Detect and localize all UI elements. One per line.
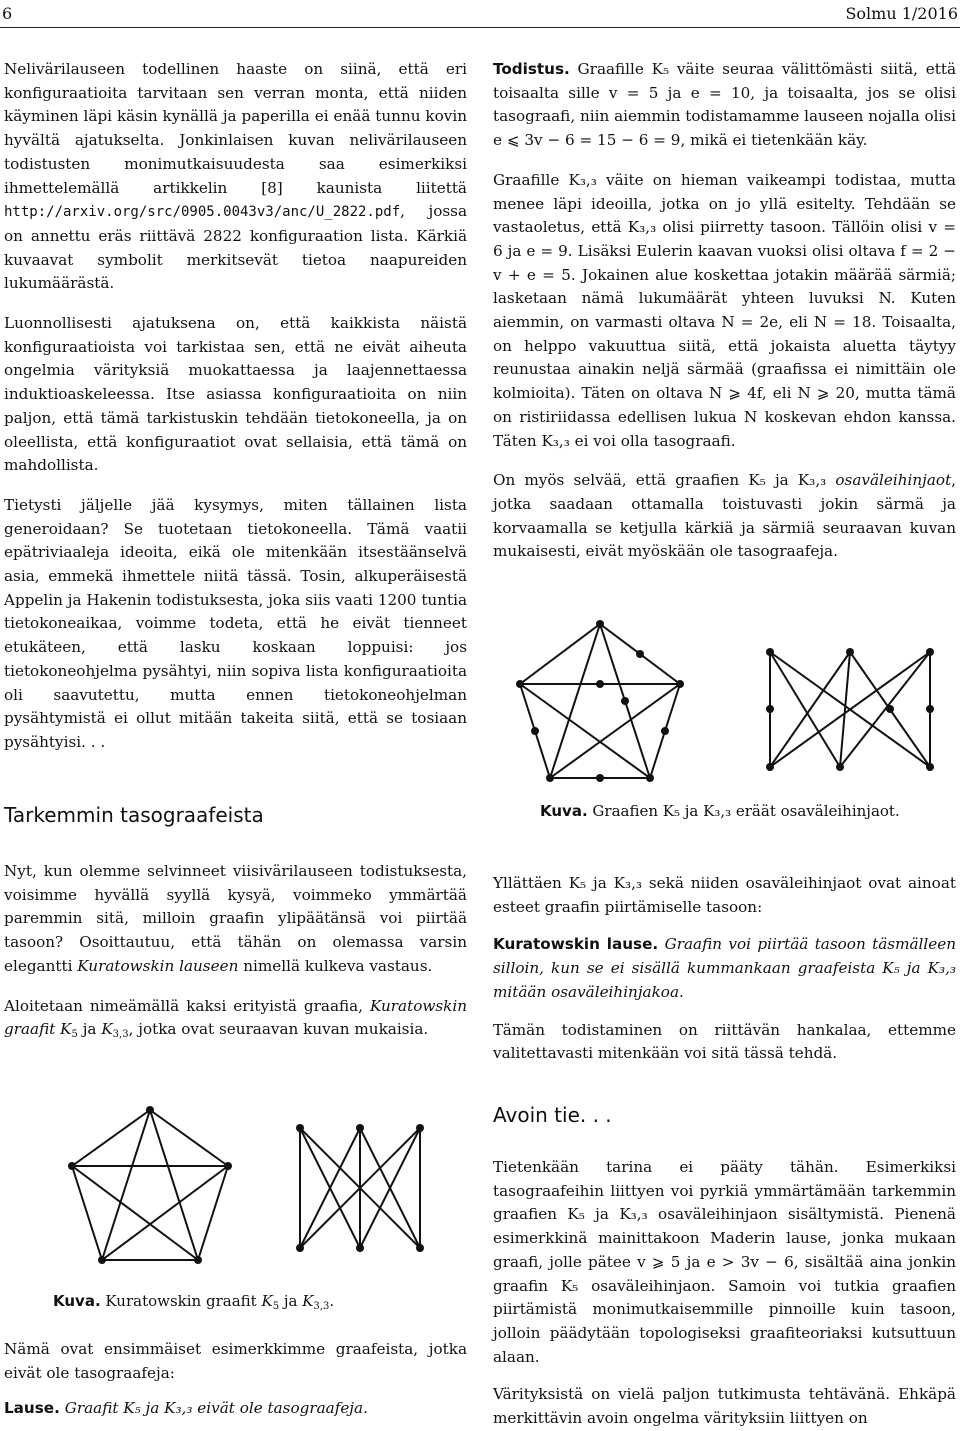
page-header — [0, 0, 960, 28]
left-column — [4, 58, 467, 755]
paragraph-kuratowski-intro: Nyt, kun olemme selvinneet viisivärilauseen todistuksesta, voisimme hyvällä syyllä kysyä, voimmeko ymmärtää paremmin sitä, milloin graafin ylipäätänsä voi piirtää tasoon? Osoittautuu, että tähän on olemassa varsin elegantti Kuratowskin lauseen nimellä kulkeva vastaus. — [4, 862, 467, 975]
paragraph-subdivisions: On myös selvää, että graafien K₅ ja K₃,₃ osaväleihinjaot, jotka saadaan ottamalla toistuvasti jokin särmä ja korvaamalla se ketjulla kärkiä ja särmiä seuraavan kuvan mukaisesti, eivät myöskään ole tasograafeja. — [493, 471, 956, 561]
right-column — [493, 58, 956, 564]
left-column-lower — [4, 860, 467, 1042]
section-title-planar: Tarkemmin tasograafeista — [4, 803, 264, 827]
figure-caption-2: Kuva. Graafien K₅ ja K₃,₃ eräät osaväleihinjaot. — [540, 802, 900, 820]
header-rule — [0, 27, 960, 28]
theorem-kuratowski: Kuratowskin lause. Graafin voi piirtää tasoon täsmälleen silloin, kun se ei sisällä kummankaan graafeista K₅ ja K₃,₃ mitään osaväleihinjakoa. — [493, 935, 956, 1001]
paragraph-generation: Tietysti jäljelle jää kysymys, miten tällainen lista generoidaan? Se tuotetaan tietokoneella. Tämä vaatii epätriviaaleja ideoita, eikä ole mitenkään itsestäänselvä asia, emmekä ihmettele niitä tässä. Tosin, alkuperäisestä Appelin ja Hakenin todistuksesta, joka siis vaati 1200 tuntia tietokoneaikaa, voimme todeta, että he eivät tienneet etukäteen, että lasku koskaan loppuisi: jos tietokoneohjelma pysähtyi, niin sopiva lista konfiguraatioita oli saavutettu, mutta ennen tietokoneohjelman pysähtymistä ei ollut mitään takeita siitä, että se tosiaan pysähtyisi. . . — [4, 495, 467, 751]
figure-kuratowski-graphs — [60, 1098, 470, 1278]
paragraph-obstructions: Yllättäen K₅ ja K₃,₃ sekä niiden osaväleihinjaot ovat ainoat esteet graafin piirtämiselle tasoon: — [493, 874, 956, 916]
right-column-lower — [493, 872, 956, 1066]
paragraph-further: Tietenkään tarina ei pääty tähän. Esimerkiksi tasograafeihin liittyen voi pyrkiä ymmärtämään tarkemmin graafien K₅ ja K₃,₃ osaväleihinjaon sisältymistä. Pienenä esimerkkinä mainittakoon Maderin lause, jonka mukaan graafi, jolle pätee v ⩾ 5 ja e > 3v − 6, sisältää aina jonkin graafin K₅ osaväleihinjaon. Samoin voi tutkia graafien piirtämistä monimutkaisemmille pinnoille kuin tasoon, jolloin päädytään topologiseksi graafiteoriaksi kutsuttuun alaan. — [493, 1158, 956, 1366]
left-column-bottom — [4, 1338, 467, 1421]
proof-k33: Graafille K₃,₃ väite on hieman vaikeampi todistaa, mutta menee läpi ideoilla, jotka on jo yllä esitelty. Tehdään se vastaoletus, että K₃,₃ olisi piirretty tasoon. Tällöin olisi v = 6 ja e = 9. Lisäksi Eulerin kaavan vuoksi olisi oltava f = 2 − v + e = 5. Jokainen alue koskettaa jotakin määrää särmiä; lasketaan nämä lukumäärät yhteen luvuksi N. Kuten aiemmin, on varmasti oltava N = 2e, eli N = 18. Toisaalta, on helppo vakuuttua siitä, että jokaista aluetta täytyy reunustaa ainakin neljä särmää (graafissa ei nimittäin ole kolmioita). Täten on oltava N ⩾ 4f, eli N ⩾ 20, mutta tämä on ristiriidassa edellisen lukua N koskevan ehdon kanssa. Täten K₃,₃ ei voi olla tasograafi. — [493, 170, 956, 450]
graph-k33 — [296, 1124, 424, 1252]
paragraph-examples: Nämä ovat ensimmäiset esimerkkimme graafeista, jotka eivät ole tasograafeja: — [4, 1340, 467, 1382]
paragraph-configurations: Luonnollisesti ajatuksena on, että kaikkista näistä konfiguraatioista voi tarkistaa sen, että ne eivät aiheuta ongelmia värityksiä muokattaessa ja laajennettaessa induktioaskeleessa. Itse asiassa konfiguraatioita on niin paljon, että tämä tarkistuskin tehdään tietokoneella, ja on oleellista, että konfiguraatiot ovat sellaisia, että tämä on mahdollista. — [4, 314, 467, 475]
paragraph-naming: Aloitetaan nimeämällä kaksi erityistä graafia, Kuratowskin graafit $K_5$ ja $K_{3,3}$, jotka ovat seuraavan kuvan mukaisia. — [4, 996, 467, 1041]
graph-k5-subdivision — [516, 620, 684, 782]
paragraph-colorings: Värityksistä on vielä paljon tutkimusta tehtävänä. Ehkäpä merkittävin avoin ongelma värityksiin liittyen on — [493, 1385, 956, 1428]
theorem-nonplanar: Lause. Graafit K₅ ja K₃,₃ eivät ole tasograafeja. — [4, 1399, 368, 1418]
graph-k33-subdivision — [766, 648, 934, 771]
journal-issue: Solmu 1/2016 — [845, 4, 958, 23]
section-title-open: Avoin tie. . . — [493, 1103, 612, 1127]
proof-k5: Todistus. Graafille K₅ väite seuraa välittömästi siitä, että toisaalta sille v = 5 ja e = 10, ja toisaalta, jos se olisi tasograafi, niin aiemmin todistamamme lauseen nojalla olisi e ⩽ 3v − 6 = 15 − 6 = 9, mikä ei tietenkään käy. — [493, 60, 957, 150]
page-number: 6 — [2, 4, 13, 23]
figure-subdivisions — [500, 612, 955, 792]
figure-caption-1: Kuva. Kuratowskin graafit $K_5$ ja $K_{3,3}$. — [53, 1292, 335, 1312]
appendix-link[interactable]: http://arxiv.org/src/0905.0043v3/anc/U_2822.pdf — [4, 204, 401, 221]
right-column-bottom — [493, 1156, 956, 1431]
graph-k5 — [68, 1106, 232, 1264]
paragraph-proof-omitted: Tämän todistaminen on riittävän hankalaa, ettemme valitettavasti mitenkään voi sitä tässä tehdä. — [493, 1020, 956, 1063]
paragraph-intro: Nelivärilauseen todellinen haaste on siinä, että eri konfiguraatioita tarvitaan sen verran monta, että niiden käyminen läpi käsin kynällä ja paperilla ei enää tunnu kovin hyvältä ajatukselta. Jonkinlaisen kuvan nelivärilauseen todistusten monimutkaisuudesta saa esimerkiksi ihmettelemällä artikkelin [8] kaunista liitettä http://arxiv.org/src/0905.0043v3/anc/U_2822.pdf, jossa on annettu eräs riittävä 2822 konfiguraation lista. Kärkiä kuvaavat symbolit merkitsevät tietoa naapureiden lukumäärästä. — [4, 60, 467, 293]
